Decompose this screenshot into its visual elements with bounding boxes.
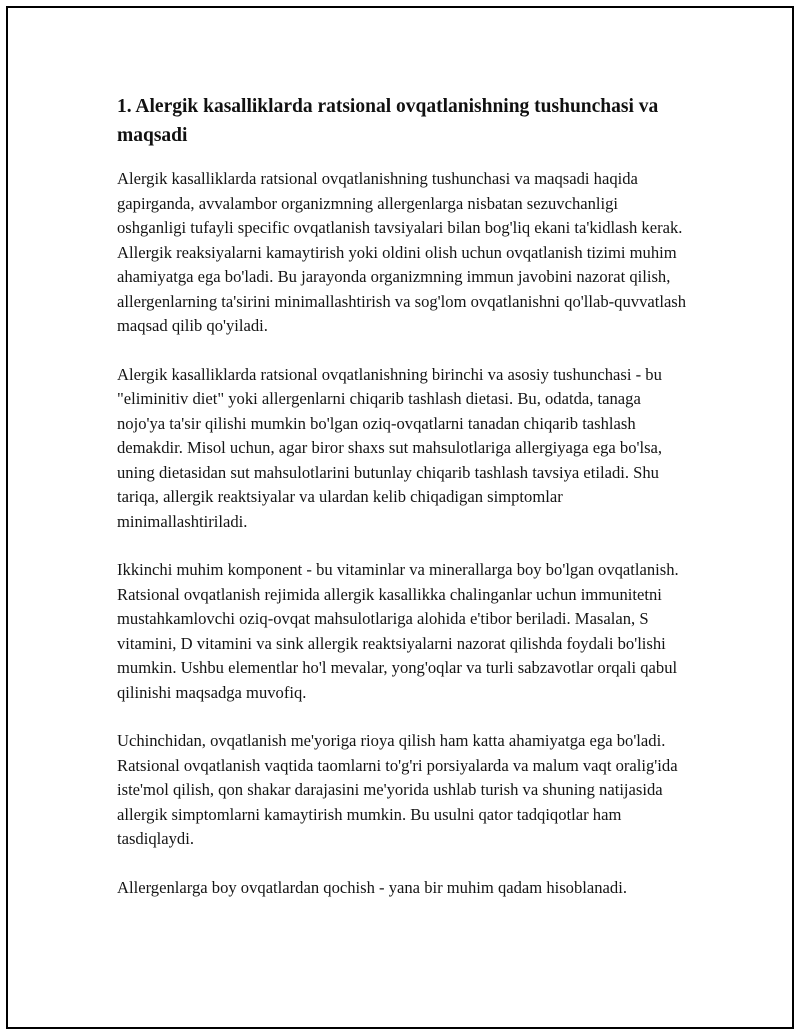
section-heading: 1. Alergik kasalliklarda ratsional ovqatlanishning tushunchasi va maqsadi [117, 96, 659, 146]
paragraph-5: Allergenlarga boy ovqatlardan qochish - yana bir muhim qadam hisoblanadi. [117, 877, 627, 897]
document-body [117, 92, 687, 924]
paragraph-4: Uchinchidan, ovqatlanish me'yoriga rioya qilish ham katta ahamiyatga ega bo'ladi. Ratsional ovqatlanish vaqtida taomlarni to'g'ri porsiyalarda va malum vaqt oralig'ida iste'mol qilish, qon shakar darajasini me'yorida ushlab turish va shuning natijasida allergik simptomlarni kamaytirish mumkin. Bu usulni qator tadqiqotlar ham tasdiqlaydi. [117, 731, 678, 848]
paragraph-2: Alergik kasalliklarda ratsional ovqatlanishning birinchi va asosiy tushunchasi - bu "eliminitiv diet" yoki allergenlarni chiqarib tashlash dietasi. Bu, odatda, tanaga nojo'ya ta'sir qilishi mumkin bo'lgan oziq-ovqatlarni tanadan chiqarib tashlash demakdir. Misol uchun, agar biror shaxs sut mahsulotlariga allergiyaga ega bo'lsa, uning dietasidan sut mahsulotlarini butunlay chiqarib tashlash tavsiya etiladi. Shu tariqa, allergik reaktsiyalar va ulardan kelib chiqadigan simptomlar minimallashtiriladi. [117, 364, 663, 531]
paragraph-1: Alergik kasalliklarda ratsional ovqatlanishning tushunchasi va maqsadi haqida gapirganda, avvalambor organizmning allergenlarga nisbatan sezuvchanligi oshganligi tufayli specific ovqatlanish tavsiyalari bilan bog'liq ekani ta'kidlash kerak. Allergik reaksiyalarni kamaytirish yoki oldini olish uchun ovqatlanish tizimi muhim ahamiyatga ega bo'ladi. Bu jarayonda organizmning immun javobini nazorat qilish, allergenlarning ta'sirini minimallashtirish va sog'lom ovqatlanishni qo'llab-quvvatlash maqsad qilib qo'yiladi. [117, 169, 687, 335]
paragraph-3: Ikkinchi muhim komponent - bu vitaminlar va minerallarga boy bo'lgan ovqatlanish. Ratsional ovqatlanish rejimida allergik kasallikka chalinganlar uchun immunitetni mustahkamlovchi oziq-ovqat mahsulotlariga alohida e'tibor beriladi. Masalan, S vitamini, D vitamini va sink allergik reaktsiyalarni nazorat qilishda foydali bo'lishi mumkin. Ushbu elementlar ho'l mevalar, yong'oqlar va turli sabzavotlar orqali qabul qilinishi maqsadga muvofiq. [117, 560, 679, 702]
